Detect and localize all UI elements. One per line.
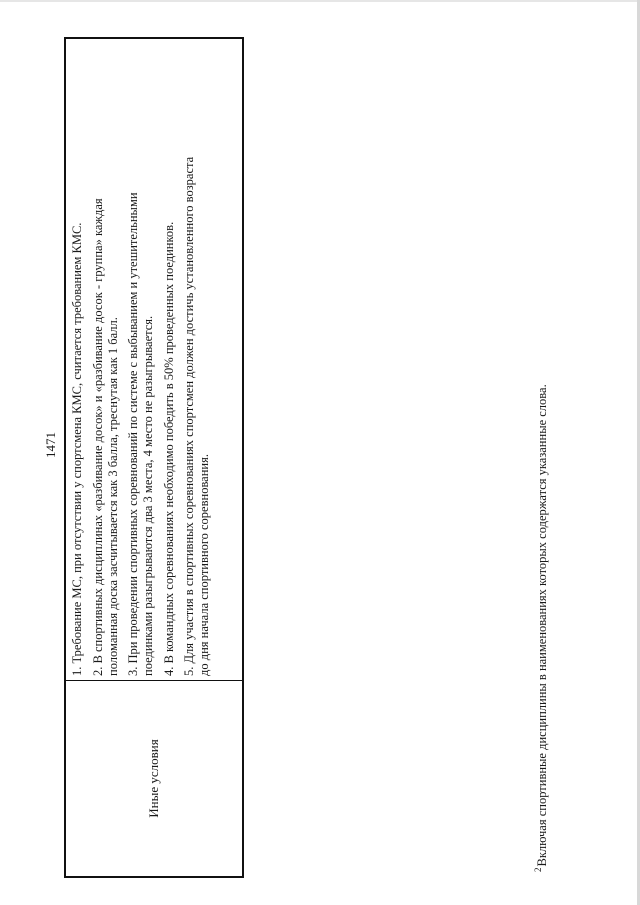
condition-item: 5. Для участия в спортивных соревнованиях спортсмен должен достичь установленного возраста до дня начала спортивного соревнования.	[182, 156, 211, 676]
footnote	[530, 384, 550, 872]
table-label: Иные условия	[146, 739, 161, 818]
footnote-text: Включая спортивные дисциплины в наименованиях которых содержатся указанные слова.	[535, 384, 549, 867]
table-label-cell	[66, 680, 242, 876]
condition-item: 2. В спортивных дисциплинах «разбивание досок» и «разбивание досок - группа» каждая поломанная доска засчитывается как 3 балла, треснутая как 1 балл.	[90, 198, 120, 676]
page-number: 1471	[43, 432, 58, 458]
conditions-cell	[66, 39, 242, 680]
footnote-marker: 2	[533, 867, 543, 872]
condition-item: 1. Требование МС, при отсутствии у спортсмена КМС, считается требованием КМС.	[70, 222, 84, 676]
requirements-table	[64, 37, 244, 878]
condition-item: 4. В командных соревнованиях необходимо победить в 50% проведенных поединков.	[161, 221, 176, 676]
condition-item: 3. При проведении спортивных соревнований по системе с выбыванием и утешительными поединками разыгрываются два 3 места, 4 место не разыгрывается.	[126, 192, 155, 676]
